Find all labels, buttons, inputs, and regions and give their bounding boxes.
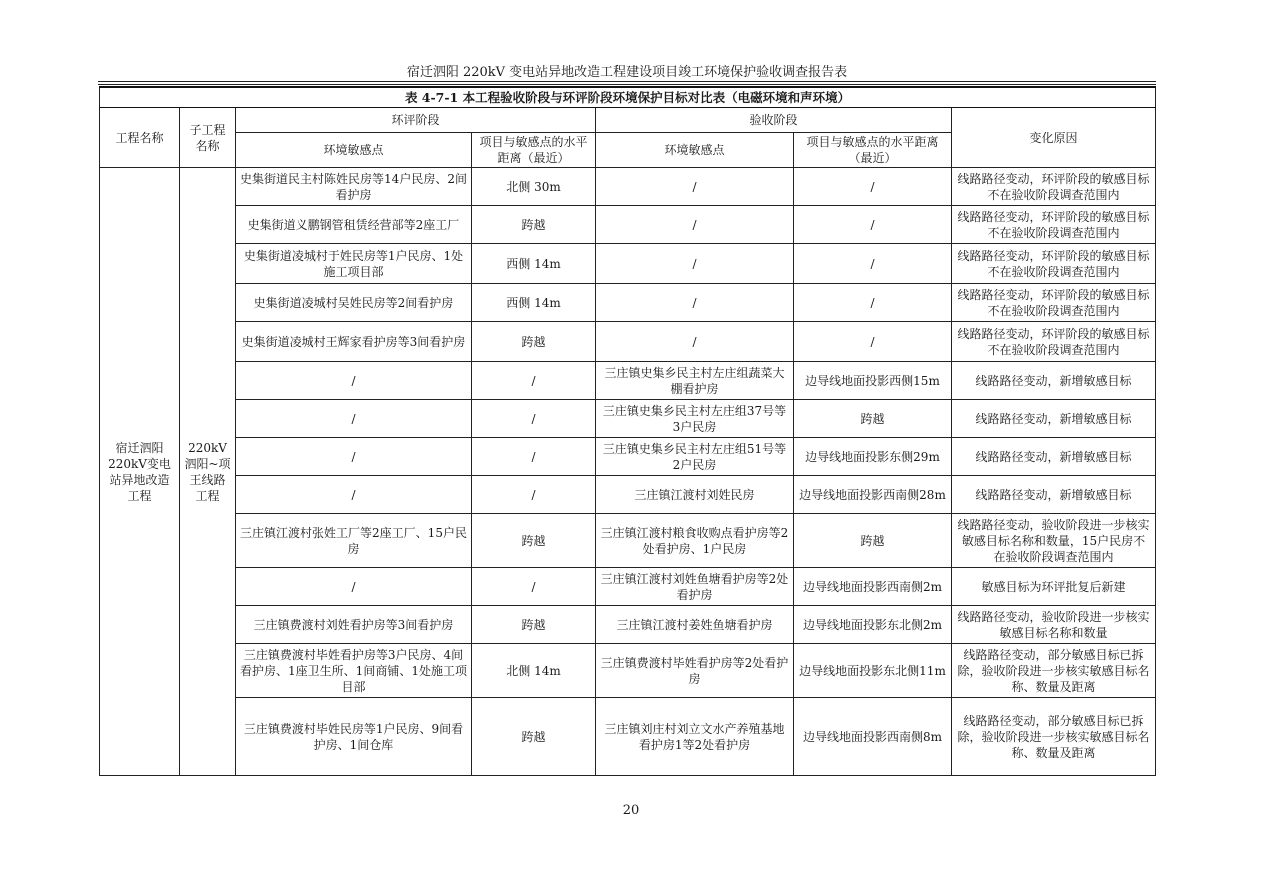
change-reason-cell: 线路路径变动，新增敏感目标 (952, 400, 1156, 438)
eia-distance-cell: 跨越 (472, 514, 596, 568)
table-row (100, 698, 1156, 776)
acceptance-distance-cell: 边导线地面投影西南侧8m (794, 698, 952, 776)
project-name-cell: 宿迁泗阳220kV变电站异地改造工程 (100, 168, 180, 776)
eia-distance-cell: 跨越 (472, 322, 596, 362)
eia-sensitive-point-cell: 史集街道民主村陈姓民房等14户民房、2间看护房 (236, 168, 472, 206)
header-acceptance-stage: 验收阶段 (596, 108, 952, 133)
acceptance-distance-cell: / (794, 284, 952, 322)
change-reason-cell: 线路路径变动，验收阶段进一步核实敏感目标名称和数量，15户民房不在验收阶段调查范围内 (952, 514, 1156, 568)
acceptance-distance-cell: / (794, 168, 952, 206)
header-rule-bottom (98, 84, 1156, 85)
change-reason-cell: 线路路径变动，验收阶段进一步核实敏感目标名称和数量 (952, 606, 1156, 644)
eia-distance-cell: 北侧 30m (472, 168, 596, 206)
change-reason-cell: 线路路径变动，部分敏感目标已拆除，验收阶段进一步核实敏感目标名称、数量及距离 (952, 698, 1156, 776)
eia-sensitive-point-cell: 三庄镇费渡村毕姓民房等1户民房、9间看护房、1间仓库 (236, 698, 472, 776)
change-reason-cell: 线路路径变动，新增敏感目标 (952, 438, 1156, 476)
eia-sensitive-point-cell: / (236, 568, 472, 606)
eia-distance-cell: / (472, 438, 596, 476)
eia-distance-cell: 西侧 14m (472, 244, 596, 284)
eia-distance-cell: 跨越 (472, 206, 596, 244)
table-row (100, 644, 1156, 698)
comparison-table-container (99, 86, 1155, 776)
change-reason-cell: 线路路径变动，部分敏感目标已拆除，验收阶段进一步核实敏感目标名称、数量及距离 (952, 644, 1156, 698)
acceptance-distance-cell: / (794, 244, 952, 284)
acceptance-sensitive-point-cell: 三庄镇史集乡民主村左庄组51号等2户民房 (596, 438, 794, 476)
acceptance-distance-cell: 边导线地面投影西侧15m (794, 362, 952, 400)
eia-distance-cell: 西侧 14m (472, 284, 596, 322)
acceptance-sensitive-point-cell: / (596, 206, 794, 244)
eia-distance-cell: 跨越 (472, 698, 596, 776)
eia-sensitive-point-cell: 史集街道凌城村吴姓民房等2间看护房 (236, 284, 472, 322)
acceptance-sensitive-point-cell: 三庄镇刘庄村刘立文水产养殖基地看护房1等2处看护房 (596, 698, 794, 776)
table-row (100, 568, 1156, 606)
eia-sensitive-point-cell: 史集街道凌城村于姓民房等1户民房、1处施工项目部 (236, 244, 472, 284)
eia-distance-cell: / (472, 362, 596, 400)
change-reason-cell: 线路路径变动，环评阶段的敏感目标不在验收阶段调查范围内 (952, 322, 1156, 362)
table-row (100, 514, 1156, 568)
eia-sensitive-point-cell: 史集街道凌城村王辉家看护房等3间看护房 (236, 322, 472, 362)
eia-distance-cell: 北侧 14m (472, 644, 596, 698)
header-acceptance-sensitive-point: 环境敏感点 (596, 133, 794, 168)
change-reason-cell: 线路路径变动，新增敏感目标 (952, 362, 1156, 400)
header-eia-distance: 项目与敏感点的水平距离（最近） (472, 133, 596, 168)
page-number: 20 (622, 803, 640, 818)
eia-sensitive-point-cell: 三庄镇费渡村毕姓看护房等3户民房、4间看护房、1座卫生所、1间商铺、1处施工项目部 (236, 644, 472, 698)
comparison-table (99, 86, 1156, 776)
acceptance-distance-cell: 跨越 (794, 514, 952, 568)
change-reason-cell: 线路路径变动，环评阶段的敏感目标不在验收阶段调查范围内 (952, 168, 1156, 206)
acceptance-sensitive-point-cell: / (596, 168, 794, 206)
acceptance-sensitive-point-cell: / (596, 244, 794, 284)
acceptance-distance-cell: 边导线地面投影东侧29m (794, 438, 952, 476)
acceptance-distance-cell: / (794, 322, 952, 362)
table-row (100, 284, 1156, 322)
table-row (100, 362, 1156, 400)
change-reason-cell: 敏感目标为环评批复后新建 (952, 568, 1156, 606)
acceptance-distance-cell: 边导线地面投影东北侧11m (794, 644, 952, 698)
header-acceptance-distance: 项目与敏感点的水平距离（最近） (794, 133, 952, 168)
eia-sensitive-point-cell: / (236, 438, 472, 476)
eia-sensitive-point-cell: 三庄镇费渡村刘姓看护房等3间看护房 (236, 606, 472, 644)
table-body (100, 168, 1156, 776)
change-reason-cell: 线路路径变动，新增敏感目标 (952, 476, 1156, 514)
table-row (100, 606, 1156, 644)
header-eia-stage: 环评阶段 (236, 108, 596, 133)
table-row (100, 438, 1156, 476)
eia-distance-cell: / (472, 476, 596, 514)
eia-sensitive-point-cell: / (236, 362, 472, 400)
table-row (100, 168, 1156, 206)
eia-distance-cell: / (472, 400, 596, 438)
acceptance-distance-cell: 边导线地面投影西南侧2m (794, 568, 952, 606)
table-row (100, 322, 1156, 362)
subproject-name-cell: 220kV泗阳~项王线路工程 (180, 168, 236, 776)
document-header-title: 宿迁泗阳 220kV 变电站异地改造工程建设项目竣工环境保护验收调查报告表 (406, 65, 848, 80)
eia-sensitive-point-cell: / (236, 400, 472, 438)
acceptance-sensitive-point-cell: / (596, 284, 794, 322)
table-row (100, 206, 1156, 244)
acceptance-distance-cell: 边导线地面投影东北侧2m (794, 606, 952, 644)
header-project-name: 工程名称 (100, 108, 180, 168)
table-caption: 表 4-7-1 本工程验收阶段与环评阶段环境保护目标对比表（电磁环境和声环境） (100, 87, 1156, 108)
change-reason-cell: 线路路径变动，环评阶段的敏感目标不在验收阶段调查范围内 (952, 206, 1156, 244)
eia-sensitive-point-cell: 三庄镇江渡村张姓工厂等2座工厂、15户民房 (236, 514, 472, 568)
eia-sensitive-point-cell: 史集街道义鹏钢管租赁经营部等2座工厂 (236, 206, 472, 244)
acceptance-sensitive-point-cell: 三庄镇费渡村毕姓看护房等2处看护房 (596, 644, 794, 698)
header-rule-top (98, 81, 1156, 82)
table-row (100, 476, 1156, 514)
acceptance-sensitive-point-cell: 三庄镇史集乡民主村左庄组蔬菜大棚看护房 (596, 362, 794, 400)
acceptance-sensitive-point-cell: 三庄镇史集乡民主村左庄组37号等3户民房 (596, 400, 794, 438)
acceptance-sensitive-point-cell: 三庄镇江渡村姜姓鱼塘看护房 (596, 606, 794, 644)
acceptance-sensitive-point-cell: / (596, 322, 794, 362)
table-row (100, 400, 1156, 438)
acceptance-sensitive-point-cell: 三庄镇江渡村刘姓鱼塘看护房等2处看护房 (596, 568, 794, 606)
acceptance-sensitive-point-cell: 三庄镇江渡村粮食收购点看护房等2处看护房、1户民房 (596, 514, 794, 568)
table-row (100, 244, 1156, 284)
acceptance-distance-cell: 边导线地面投影西南侧28m (794, 476, 952, 514)
acceptance-distance-cell: / (794, 206, 952, 244)
eia-distance-cell: 跨越 (472, 606, 596, 644)
acceptance-distance-cell: 跨越 (794, 400, 952, 438)
header-subproject-name: 子工程名称 (180, 108, 236, 168)
change-reason-cell: 线路路径变动，环评阶段的敏感目标不在验收阶段调查范围内 (952, 244, 1156, 284)
eia-sensitive-point-cell: / (236, 476, 472, 514)
header-change-reason: 变化原因 (952, 108, 1156, 168)
acceptance-sensitive-point-cell: 三庄镇江渡村刘姓民房 (596, 476, 794, 514)
header-eia-sensitive-point: 环境敏感点 (236, 133, 472, 168)
change-reason-cell: 线路路径变动，环评阶段的敏感目标不在验收阶段调查范围内 (952, 284, 1156, 322)
eia-distance-cell: / (472, 568, 596, 606)
